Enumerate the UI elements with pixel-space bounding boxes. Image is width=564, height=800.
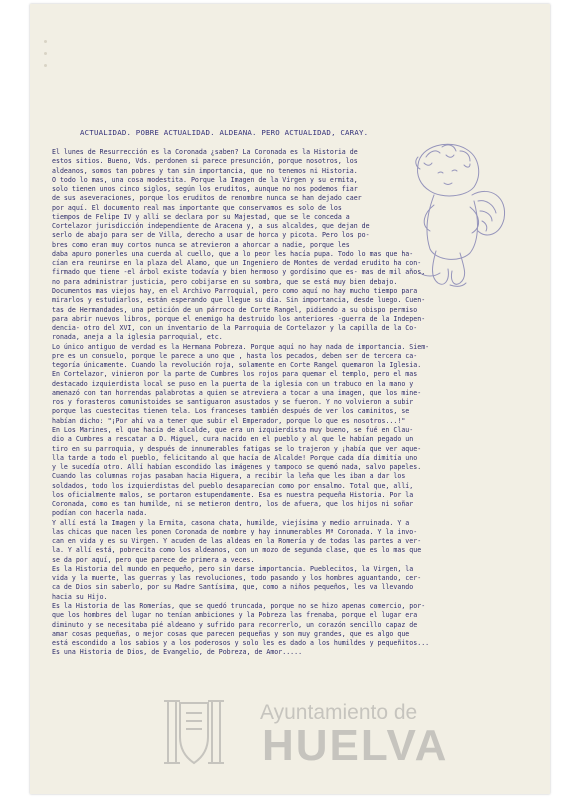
text-line: ca de Dios sin saberlo, por su Madre Santísima, que, como a niños pequeños, les va llevando [52,583,414,592]
text-line: Documentos mas viejos hay, en el Archivo Parroquial, pero como aquí no hay mucho tiempo para [52,286,418,295]
text-line: está escondido a los sabios y a los poderosos y solo les es dado a los humildes y pequeñitos... [52,639,430,648]
text-line: serlo de abajo para ser de Villa, derecho a usar de horca y picota. Pero los po- [52,231,370,240]
text-line: la. Y allí está, pobrecita como los aldeanos, con un mozo de segunda clase, que es lo mas que [52,546,422,555]
watermark-line-1: Ayuntamiento de [260,701,418,724]
text-line: vida y la muerte, las guerras y las revoluciones, todo pasando y los hombres aguantando, cer- [52,574,422,583]
text-line: tiro en su parroquia, y después de innumerables fatigas se lo trajeron y ¡había que ver aque- [52,444,422,453]
text-line: que los hombres del lugar no tenían ambiciones y la Pobreza las frenaba, porque el lugar era [52,611,418,620]
text-line: Es una Historia de Dios, de Evangelio, de Pobreza, de Amor..... [52,648,303,657]
text-line: porque las cuestecitas tienen tela. Los franceses también después de ver los caminitos, se [52,407,410,416]
text-line: las chicas que nacen les ponen Coronada de nombre y hay innumerables Mª Coronada. Y la invo- [52,527,418,536]
text-line: tegoría únicamente. Cuando la revolución roja, solamente en Corte Rangel quemaron la Iglesia. [52,361,422,370]
text-line: El lunes de Resurrección es la Coronada ¿saben? La Coronada es la Historia de [52,148,358,156]
text-line: tas de Hermandades, una petición de un párroco de Corte Rangel, pidiendo a su obispo permiso [52,305,418,314]
text-line: Es la Historia de las Romerías, que se quedó truncada, porque no se hizo apenas comercio, por- [52,602,426,611]
text-line: los oficialmente malos, se portaron estupendamente. Esa es nuestra pequeña Historia. Por la [52,490,414,499]
text-line: por aquí. El documento real mas importante que conservamos es solo de los [52,203,342,212]
text-line: pre es un consuelo, porque le parece a uno que , hasta los pecados, deben ser de tercera ca- [52,351,418,360]
text-line: Lo único antiguo de verdad es la Hermana Pobreza. Porque aquí no hay nada de importancia. Siem- [52,342,430,351]
text-line: estos sitios. Bueno, Vds. perdonen si parece presunción, porque nosotros, los [52,157,358,166]
text-line: firmado que tiene -el árbol existe todavía y bien hermoso y gordísimo que es- mas de mil años, [52,268,426,277]
text-line: solo tienen unos cinco siglos, según los eruditos, aunque no nos podemos fiar [52,185,358,194]
text-line: diminuto y se necesitaba pié aldeano y sufrido para recorrerlo, un corazón sencillo capaz de [52,620,418,629]
text-line: amar cosas pequeñas, o mejor cosas que parecen pequeñas y son muy grandes, que es algo que [52,629,410,638]
text-line: y le sucedía otro. Allí habían escondido las imágenes y tampoco se quemó nada, salvo papeles. [52,463,422,472]
text-line: ronada, aneja a la iglesia parroquial, etc. [52,333,223,342]
text-line: no para administrar justicia, pero cobijarse en su sombra, que se está muy bien debajo. [52,277,398,286]
text-line: Cuando las columnas rojas pasaban hacia Higuera, a recibir la leña que les iban a dar los [52,472,406,481]
text-line: habían dicho: "¡Por ahí va a tener que subir el Emperador, porque lo que es nosotros...!" [52,416,406,425]
coat-of-arms-icon [150,697,238,767]
text-line: Coronada, como es tan humilde, ni se metieron dentro, los de afuera, que los hijos ni soñar [52,500,414,509]
text-line: hacia su Hijo. [52,592,108,601]
text-line: podían con hacerla nada. [52,509,148,518]
text-line: can en vida y es su Virgen. Y acuden de las aldeas en la Romería y de todas las partes a ver- [52,537,422,546]
text-line: lla tarde a todo el pueblo, felicitando al que hacía de Alcalde! Porque cada día dimitía uno [52,453,418,462]
text-line: destacado izquierdista local se puso en la puerta de la iglesia con un trabuco en la mano y [52,379,414,388]
body-text [52,148,520,658]
text-line: Es la Historia del mundo en pequeño, pero sin darse importancia. Pueblecitos, la Virgen, la [52,564,414,573]
text-line: En Los Marines, el que hacía de alcalde, que era un izquierdista muy bueno, se fué en Clau- [52,425,414,434]
document-title: ACTUALIDAD. POBRE ACTUALIDAD. ALDEANA. PERO ACTUALIDAD, CARAY. [80,128,369,137]
text-line: aldeanos, somos tan pobres y tan sin importancia, que no tenemos ni Historia. [52,166,358,175]
text-line: se da por aquí, pero que parece de primera a veces. [52,555,255,564]
watermark-line-2: HUELVA [262,721,449,770]
text-line: O todo lo mas, una cosa modestita. Porque la Imagen de la Virgen y su ermita, [52,175,358,184]
watermark [150,697,540,770]
text-line: Y allí está la Imagen y la Ermita, casona chata, humilde, viejísima y medio arruinada. Y a [52,518,410,527]
text-line: cían era reunirse en la plaza del Alamo, que un Ingeniero de Montes de verdad erudito ha con- [52,259,422,268]
text-line: amenazó con tan horrendas palabrotas a quien se atreviera a tocar a una imagen, que los mine- [52,388,422,397]
text-line: soldados, todo los izquierdistas del pueblo desaparecían como por ensalmo. Total que, allí, [52,481,414,490]
text-line: bres como eran muy cortos nunca se atrevieron a ahorcar a nadie, porque les [52,240,350,249]
text-line: Cortelazor jurisdicción independiente de Aracena y, a sus alcaldes, que dejan de [52,222,370,231]
text-line: dio a Cumbres a rescatar a D. Miguel, cura nacido en el pueblo y al que le habían pegado un [52,435,414,444]
text-line: dencia- otro del XVI, con un inventario de la Parroquia de Cortelazor y la capilla de la Co- [52,324,418,333]
text-line: tiempos de Felipe IV y allí se declara por su Majestad, que se le conceda a [52,212,350,221]
text-line: daba apuro ponerles una cuerda al cuello, que a lo peor les hacía pupa. Todo lo mas que ha- [52,249,414,258]
text-line: ros y forasteros comunistoides se santiguaron asustados y se fueron. Y no volvieron a subir [52,398,414,407]
text-line: mirarlos y estudiarlos, están esperando que llegue su día. Sin importancia, desde luego. Cuen- [52,296,426,305]
text-line: En Cortelazor, vinieron por la parte de Cumbres los rojos para quemar el templo, pero el mas [52,370,418,379]
text-line: para abrir nuevos libros, porque el enemigo ha destruido los anteriores -guerra de la Indepen- [52,314,426,323]
text-line: de sus aseveraciones, porque los eruditos de renombre nunca se han dejado caer [52,194,362,203]
